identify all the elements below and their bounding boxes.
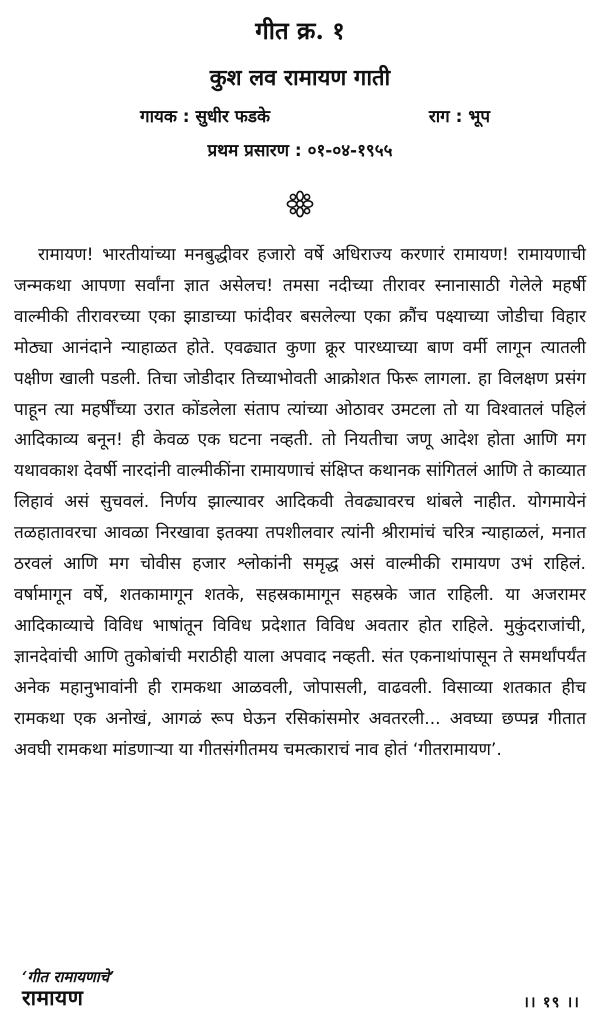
singer-label: गायक : सुधीर फडके <box>140 107 271 127</box>
introduction-paragraph: रामायण! भारतीयांच्या मनबुद्धीवर हजारो वर्षे अधिराज्य करणारं रामायण! रामायणाची जन्मकथा आपणा सर्वांना ज्ञात असेलच! तमसा नदीच्या तीरावर स्नानासाठी गेलेले महर्षी वाल्मीकी तीरावरच्या एका झाडाच्या फांदीवर बसलेल्या एका क्रौंच पक्ष्याच्या जोडीचा विहार मोठ्या आनंदाने न्याहाळत होते. एवढ्यात कुणा क्रूर पारध्याच्या बाण वर्मी लागून त्यातली पक्षीण खाली पडली. तिचा जोडीदार तिच्याभोवती आक्रोशत फिरू लागला. हा विलक्षण प्रसंग पाहून त्या महर्षींच्या उरात कोंडलेला संताप त्यांच्या ओठावर उमटला तो या विश्वातलं पहिलं आदिकाव्य बनून! ही केवळ एक घटना नव्हती. तो नियतीचा जणू आदेश होता आणि मग यथावकाश देवर्षी नारदांनी वाल्मीकींना रामायणाचं संक्षिप्त कथानक सांगितलं आणि ते काव्यात लिहावं असं सुचवलं. निर्णय झाल्यावर आदिकवी तेवढ्यावरच थांबले नाहीत. योगमायेनं तळहातावरचा आवळा निरखावा इतक्या तपशीलवार त्यांनी श्रीरामांचं चरित्र न्याहाळलं, मनात ठरवलं आणि मग चोवीस हजार श्लोकांनी समृद्ध असं वाल्मीकी रामायण उभं राहिलं. वर्षामागून वर्षे, शतकामागून शतके, सहस्रकामागून सहस्रके जात राहिली. या अजरामर आदिकाव्याचे विविध भाषांतून विविध प्रदेशात विविध अवतार होत राहिले. मुकुंदराजांची, ज्ञानदेवांची आणि तुकोबांची मराठीही याला अपवाद नव्हती. संत एकनाथांपासून ते समर्थांपर्यंत अनेक महानुभावांनी ही रामकथा आळवली, जोपासली, वाढवली. विसाव्या शतकात हीच रामकथा एक अनोखं, आगळं रूप घेऊन रसिकांसमोर अवतरली... अवघ्या छप्पन्न गीतात अवघी रामकथा मांडणाऱ्या या गीतसंगीतमय चमत्काराचं नाव होतं ‘गीतरामायण’. <box>14 245 586 760</box>
footer-book-title <box>22 968 114 1010</box>
page-number: ।। १९ ।। <box>523 993 580 1011</box>
raga-label: राग : भूप <box>428 107 490 127</box>
floral-ornament-icon <box>284 188 316 220</box>
first-broadcast-date: प्रथम प्रसारण : ०१-०४-१९५५ <box>207 141 393 161</box>
footer-book-name: रामायण <box>22 986 84 1010</box>
song-title: कुश लव रामायण गाती <box>209 66 391 91</box>
song-number: गीत क्र. १ <box>255 16 345 45</box>
footer-series-title: ‘गीत रामायणाचे’ <box>22 968 115 986</box>
